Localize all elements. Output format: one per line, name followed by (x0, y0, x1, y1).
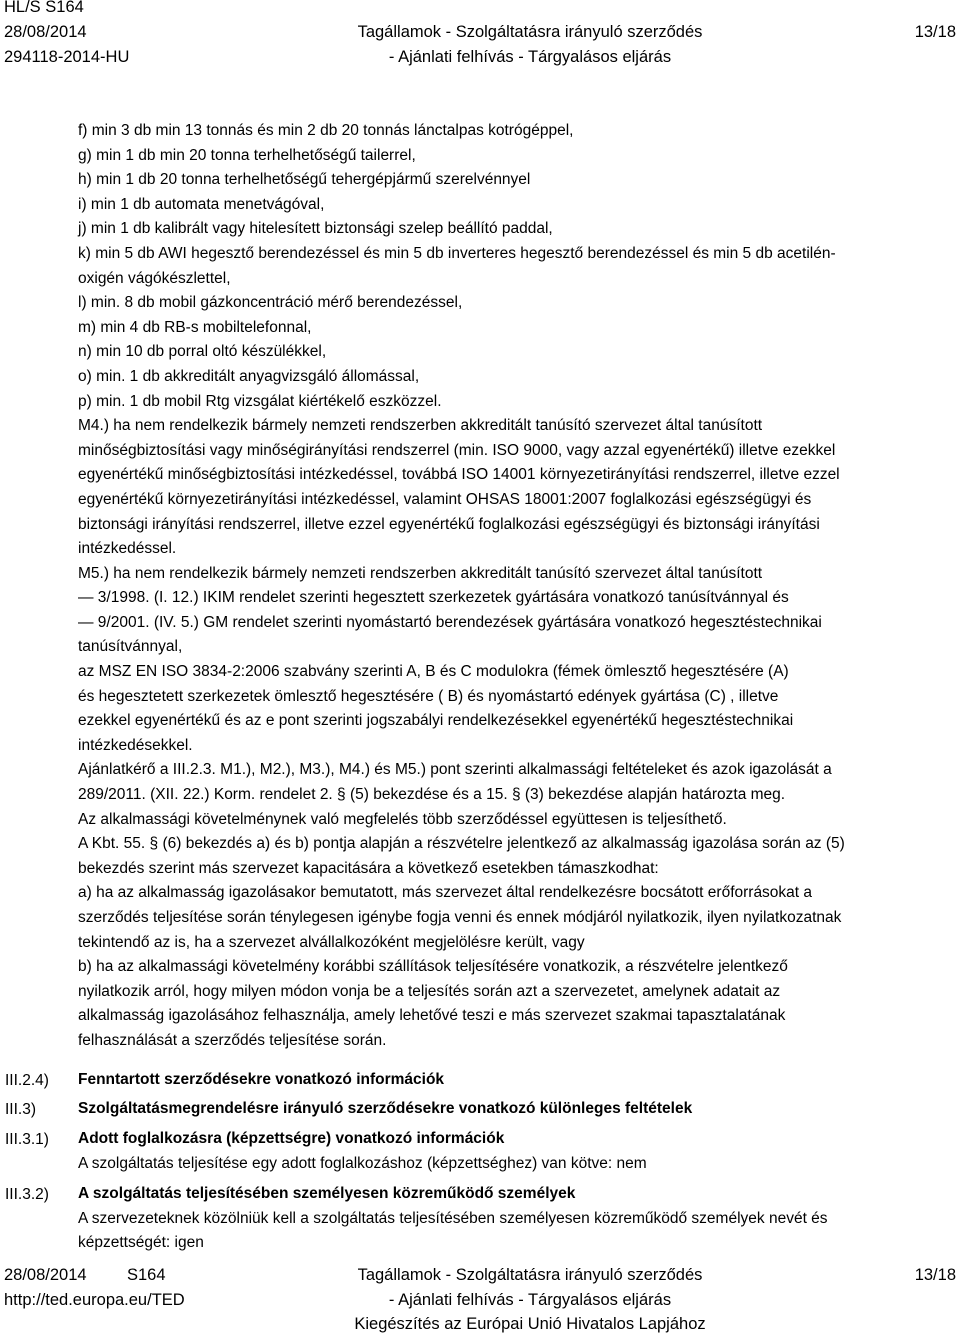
body-line: intézkedéssel. (78, 540, 177, 558)
body-line: — 3/1998. (I. 12.) IKIM rendelet szerinti hegesztett szerkezetek gyártására vonatkozó tanúsítvánnyal és (78, 589, 789, 607)
body-line: minőségbiztosítási vagy minőségirányítási rendszerrel (min. ISO 9000, vagy azzal egyenértékű) illetve ezekkel (78, 441, 836, 459)
section-number: III.3.2) (5, 1186, 49, 1203)
body-line: k) min 5 db AWI hegesztő berendezéssel és min 5 db inverteres hegesztő berendezéssel és min 5 db acetilén- (78, 244, 836, 262)
footer-url[interactable]: http://ted.europa.eu/TED (4, 1291, 185, 1309)
section-body-line: A szolgáltatás teljesítése egy adott foglalkozáshoz (képzettséghez) van kötve: nem (78, 1154, 647, 1172)
body-text (78, 119, 958, 1054)
body-line: és hegesztetett szerkezetek ömlesztő hegesztésére ( B) és nyomástartó edények gyártása (C) , illetve (78, 687, 779, 705)
body-line: l) min. 8 db mobil gázkoncentráció mérő berendezéssel, (78, 294, 463, 312)
section-title: Fenntartott szerződésekre vonatkozó információk (78, 1071, 445, 1088)
section-number: III.2.4) (5, 1072, 49, 1089)
footer-page-number: 13/18 (914, 1266, 956, 1284)
body-line: o) min. 1 db akkreditált anyagvizsgáló állomással, (78, 367, 420, 385)
footer-title-line2: - Ajánlati felhívás - Tárgyalásos eljárás (388, 1291, 672, 1309)
body-line: M4.) ha nem rendelkezik bármely nemzeti rendszerben akkreditált tanúsító szervezet által tanúsított (78, 417, 763, 435)
footer-series: S164 (127, 1266, 166, 1284)
body-line: h) min 1 db 20 tonna terhelhetőségű tehergépjármű szerelvénnyel (78, 171, 531, 189)
body-line: — 9/2001. (IV. 5.) GM rendelet szerinti nyomástartó berendezések gyártására vonatkozó hegesztéstechnikai (78, 613, 822, 631)
header-title-line2: - Ajánlati felhívás - Tárgyalásos eljárás (388, 48, 672, 66)
body-line: az MSZ EN ISO 3834-2:2006 szabvány szerinti A, B és C modulokra (fémek ömlesztő hegesztésére (A) (78, 663, 789, 681)
footer-title-line1: Tagállamok - Szolgáltatásra irányuló szerződés (357, 1266, 703, 1284)
section-content (78, 1182, 956, 1256)
footer-date: 28/08/2014 (4, 1266, 87, 1284)
body-line: m) min 4 db RB-s mobiltelefonnal, (78, 318, 312, 336)
section-title: Szolgáltatásmegrendelésre irányuló szerződésekre vonatkozó különleges feltételek (78, 1100, 693, 1117)
body-line: tanúsítvánnyal, (78, 638, 183, 656)
doc-id: HL/S S164 (4, 0, 84, 16)
body-line: g) min 1 db min 20 tonna terhelhetőségű tailerrel, (78, 146, 416, 164)
body-line: p) min. 1 db mobil Rtg vizsgálat kiértékelő eszközzel. (78, 392, 442, 410)
body-line: bekezdés szerint más szervezet kapacitására a következő esetekben támaszkodhat: (78, 859, 659, 877)
body-line: felhasználását a szerződés teljesítése során. (78, 1031, 387, 1049)
section-content (78, 1068, 956, 1093)
body-line: i) min 1 db automata menetvágóval, (78, 195, 325, 213)
body-line: b) ha az alkalmassági követelmény korábbi szállítások teljesítésére vonatkozik, a részvételre jelentkező (78, 958, 788, 976)
header-page-number: 13/18 (914, 23, 956, 41)
body-line: biztonsági irányítási rendszerrel, illetve ezzel egyenértékű foglalkozási egészségügyi és biztonsági irányítási (78, 515, 820, 533)
body-line: ezekkel egyenértékű és az e pont szerinti jogszabályi rendelkezésekkel egyenértékű hegesztéstechnikai (78, 712, 794, 730)
section-number: III.3) (5, 1101, 37, 1118)
body-line: egyenértékű környezetirányítási intézkedéssel, valamint OHSAS 18001:2007 foglalkozási egészségügyi és (78, 490, 812, 508)
section-content (78, 1097, 956, 1122)
body-line: M5.) ha nem rendelkezik bármely nemzeti rendszerben akkreditált tanúsító szervezet által tanúsított (78, 564, 763, 582)
body-line: szerződés teljesítése során ténylegesen igénybe fogja venni és ennek módjáról nyilatkozik, ilyen nyilatkozatnak (78, 909, 842, 926)
section-body-line: képzettségét: igen (78, 1234, 204, 1252)
section-body-line: A szervezeteknek közölniük kell a szolgáltatás teljesítésében személyesen közreműködő személyek nevét és (78, 1209, 828, 1227)
body-line: Az alkalmassági követelménynek való megfelelés több szerződéssel együttesen is teljesíthető. (78, 810, 727, 828)
body-line: tekintendő az is, ha a szervezet alvállalkozóként megjelölésre került, vagy (78, 933, 585, 951)
header-title-line1: Tagállamok - Szolgáltatásra irányuló szerződés (357, 23, 703, 41)
body-line: oxigén vágókészlettel, (78, 269, 231, 287)
section-content (78, 1127, 956, 1176)
notice-number: 294118-2014-HU (4, 48, 130, 66)
body-line: Ajánlatkérő a III.2.3. M1.), M2.), M3.), M4.) és M5.) pont szerinti alkalmassági feltételeket és azok igazolását a (78, 761, 832, 779)
section-body (78, 1207, 956, 1256)
body-line: a) ha az alkalmasság igazolásakor bemutatott, más szervezet által rendelkezésre bocsátott erőforrásokat a (78, 884, 813, 902)
body-line: 289/2011. (XII. 22.) Korm. rendelet 2. § (5) bekezdése és a 15. § (3) bekezdése alapján határozta meg. (78, 786, 786, 804)
body-line: intézkedésekkel. (78, 736, 193, 754)
body-line: n) min 10 db porral oltó készülékkel, (78, 343, 327, 361)
body-line: alkalmasság igazolásához felhasználja, amely lehetővé teszi e más szervezet szakmai tapasztalatának (78, 1007, 786, 1025)
section-number: III.3.1) (5, 1131, 49, 1148)
body-line: f) min 3 db min 13 tonnás és min 2 db 20 tonnás lánctalpas kotrógéppel, (78, 122, 574, 139)
footer-title-line3: Kiegészítés az Európai Unió Hivatalos Lapjához (354, 1315, 706, 1333)
section-body (78, 1152, 956, 1177)
section-title: Adott foglalkozásra (képzettségre) vonatkozó információk (78, 1130, 505, 1147)
body-line: j) min 1 db kalibrált vagy hitelesített biztonsági szelep beállító paddal, (78, 220, 553, 238)
body-line: nyilatkozik arról, hogy milyen módon vonja be a teljesítés során azt a szervezetet, amelynek adatait az (78, 982, 781, 1000)
body-line: egyenértékű minőségbiztosítási intézkedéssel, továbbá ISO 14001 környezetirányítási rendszerrel, illetve ezzel (78, 466, 840, 484)
section-title: A szolgáltatás teljesítésében személyesen közreműködő személyek (78, 1185, 576, 1202)
header-date: 28/08/2014 (4, 23, 87, 41)
body-line: A Kbt. 55. § (6) bekezdés a) és b) pontja alapján a részvételre jelentkező az alkalmasság igazolása során az (5) (78, 835, 845, 853)
